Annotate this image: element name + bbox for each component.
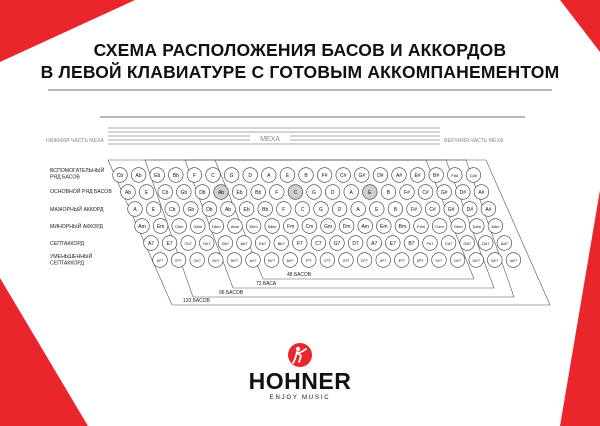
bass-button-label: Cbº7 <box>193 258 201 263</box>
bass-button-label: E7 <box>389 240 396 247</box>
bass-button-label: Em <box>156 223 165 230</box>
bass-button-label: G <box>312 189 316 196</box>
bass-button-label: E# <box>414 172 421 179</box>
bellows-label: МЕХА <box>260 136 280 143</box>
bass-button-label: Cb <box>168 206 176 213</box>
bass-button-label: Bm <box>398 223 407 230</box>
bass-button-label: E <box>368 189 372 196</box>
bass-button-label: F#m <box>417 223 425 229</box>
bass-button-label: G <box>319 206 323 213</box>
bass-button-label: F## <box>451 172 459 178</box>
bass-button-label: E <box>375 206 379 213</box>
bass-button-label: A# <box>395 172 403 179</box>
bass-button-label: Db <box>199 189 206 196</box>
bass-button-label: Ab <box>217 189 225 196</box>
bass-button-label: Ab7 <box>240 240 248 246</box>
bass-button-label: Eº7 <box>398 257 405 263</box>
bass-button-label: Eb <box>243 206 250 213</box>
bass-button-label: Bb <box>262 206 269 213</box>
row-label: ОСНОВНОЙ РЯД БАСОВ <box>50 189 112 195</box>
row-label: УМЕНЬШЕННЫЙ <box>50 254 93 260</box>
bass-button-label: C## <box>469 172 478 178</box>
bass-button-label: C# <box>339 172 347 179</box>
bass-button-label: D# <box>459 189 467 196</box>
bass-button-label: Bb <box>255 189 262 196</box>
bass-button-label: F# <box>404 189 410 196</box>
bass-button-label: Dbm <box>212 223 221 229</box>
bass-button-label: Am <box>138 223 146 230</box>
bass-button-label: Bb7 <box>277 240 285 246</box>
bass-button-label: B7 <box>408 240 415 247</box>
bass-button-label: E <box>151 206 156 213</box>
row-label: ВСПОМОГАТЕЛЬНЫЙ <box>50 168 105 174</box>
bass-button-label: A# <box>478 189 485 196</box>
brand-slogan: ENJOY MUSIC <box>269 395 331 401</box>
bass-button-label: F#º7 <box>435 258 443 263</box>
bass-button-label: Cb <box>161 189 169 196</box>
bass-button-label: G#º7 <box>472 258 480 263</box>
bass-button-label: Db <box>206 206 213 213</box>
bass-button-label: Gb <box>187 206 195 213</box>
bass-button-label: B <box>304 172 308 179</box>
bass-button-label: Abm <box>230 223 240 229</box>
bass-button-label: C# <box>422 189 429 196</box>
bass-button-label: C <box>300 206 305 213</box>
bass-button-label: C# <box>429 206 436 213</box>
bass-button-label: Gbm <box>193 223 203 229</box>
bass-button-label: Am <box>361 223 369 230</box>
bass-button-label: C#º7 <box>453 258 462 263</box>
bass-button-label: A <box>349 189 353 196</box>
row-labels <box>50 166 112 267</box>
bass-button-label: Cb <box>116 172 124 179</box>
bass-button-label: E <box>285 172 290 179</box>
bass-button-label: Bbº7 <box>286 258 294 263</box>
bass-button-label: C <box>211 172 215 179</box>
bass-button-label: Bb <box>172 172 179 179</box>
row-label: МИНОРНЫЙ АККОРД <box>50 224 103 230</box>
bass-button-label: Ebº7 <box>268 258 276 263</box>
bass-button-label: C#7 <box>444 240 453 246</box>
bass-button-label: B <box>386 189 391 196</box>
bass-button-label: Dm <box>342 223 351 230</box>
section-label-72: 72 БАСА <box>256 281 277 287</box>
bass-button-label: A#º7 <box>509 258 517 263</box>
bass-button-label: Dbº7 <box>230 258 239 263</box>
bass-button-label: Ab <box>224 206 232 213</box>
bass-button-label: D#m <box>472 223 482 229</box>
bass-button-label: D <box>330 189 335 196</box>
bass-button-label: Gbº7 <box>212 258 220 263</box>
bass-button-label: Eb <box>154 172 161 179</box>
hohner-logo-icon <box>287 342 313 368</box>
row-label: МАЖОРНЫЙ АККОРД <box>50 207 104 213</box>
section-label-120: 120 БАСОВ <box>183 298 210 304</box>
bass-button-label: Ab <box>135 172 142 179</box>
bellows-upper-label: ВЕРХНЯЯ ЧАСТЬ МЕХА <box>444 138 504 144</box>
bass-button-label: D <box>337 206 342 213</box>
bass-button-label: A7 <box>147 240 155 247</box>
bass-button-label: Gm <box>323 223 333 230</box>
bass-button-label: Eº7 <box>175 257 182 263</box>
bass-button-label: Bbm <box>268 223 277 229</box>
row-label: СЕПТАККОРД <box>50 260 85 267</box>
bass-button-label: F# <box>411 206 417 213</box>
bass-button-label: Cbm <box>174 223 184 229</box>
bass-button-label: G <box>229 172 234 179</box>
bass-button-label: Em <box>380 223 388 230</box>
bellows-lower-label: НИЖНЯЯ ЧАСТЬ МЕХА <box>45 138 104 144</box>
bass-button-label: G#7 <box>463 240 471 246</box>
bass-button-label: Aº7 <box>156 257 164 263</box>
bass-button-label: D <box>248 172 253 179</box>
bass-button-label: Ebm <box>249 223 258 229</box>
bass-button-label: Eb <box>236 189 243 196</box>
bass-button-label: Fº7 <box>305 257 312 263</box>
bass-button-label: F7 <box>296 240 303 247</box>
bass-button-label: A7 <box>371 240 378 247</box>
bellows <box>46 128 504 144</box>
bass-button-label: A <box>356 206 360 213</box>
row-label: СЕПТАККОРД <box>50 241 85 247</box>
bass-button-label: A#m <box>491 223 500 229</box>
bass-button-label: D#7 <box>482 240 490 246</box>
bass-button-label: Db7 <box>221 240 230 246</box>
bass-button-label: C#m <box>435 223 444 229</box>
bass-button-label: Aº7 <box>380 257 387 263</box>
bass-button-label: Gº7 <box>342 257 350 263</box>
bass-button-label: C7 <box>315 240 322 247</box>
bass-button-label: E <box>144 189 149 196</box>
bass-button-label: Gb <box>180 189 188 196</box>
bass-button-label: Abº7 <box>249 258 257 263</box>
bass-button-label: A <box>133 206 137 213</box>
bass-button-label: D# <box>377 172 384 179</box>
bass-button-label: B <box>393 206 398 213</box>
bass-button-label: Dº7 <box>361 257 368 263</box>
bass-button-label: C <box>293 189 298 196</box>
bass-button-label: A <box>267 172 271 179</box>
bass-button-label: F#7 <box>426 240 434 246</box>
bass-buttons <box>113 168 521 268</box>
bass-button-label: Ab <box>124 189 132 196</box>
bass-button-label: D7 <box>352 240 359 247</box>
bass-button-label: A#7 <box>500 240 508 246</box>
bass-button-label: Gb7 <box>203 240 211 246</box>
bass-button-label: G# <box>447 206 455 213</box>
bass-button-label: Fm <box>287 223 295 230</box>
bass-button-label: E7 <box>166 240 173 247</box>
bass-button-label: D# <box>466 206 474 213</box>
bass-button-label: G# <box>358 172 366 179</box>
bass-button-label: F <box>282 206 286 213</box>
bass-button-label: F# <box>321 172 328 179</box>
bass-button-label: G#m <box>453 223 463 229</box>
bass-button-label: D#º7 <box>491 258 499 263</box>
bass-button-label: Cm <box>305 223 314 230</box>
bass-button-label: Cº7 <box>324 257 331 263</box>
bass-button-label: F <box>275 189 279 196</box>
row-label: РЯД БАСОВ <box>50 174 80 181</box>
bass-button-label: Bº7 <box>417 257 424 263</box>
bass-button-label: G# <box>440 189 448 196</box>
section-label-96: 96 БАСОВ <box>219 290 244 296</box>
bass-button-label: A# <box>485 206 492 213</box>
page-title-line1: СХЕМА РАСПОЛОЖЕНИЯ БАСОВ И АККОРДОВ <box>93 40 507 60</box>
bass-button-label: B# <box>433 172 440 179</box>
page-title-line2: В ЛЕВОЙ КЛАВИАТУРЕ С ГОТОВЫМ АККОМПАНЕМЕНТОМ <box>40 62 560 82</box>
bass-button-label: Eb7 <box>259 240 267 246</box>
brand-name: HOHNER <box>248 368 352 394</box>
section-label-48: 48 БАСОВ <box>287 272 312 278</box>
bass-button-label: G7 <box>333 240 341 247</box>
bass-button-label: Cb7 <box>184 240 192 246</box>
bass-button-label: F <box>192 172 196 179</box>
